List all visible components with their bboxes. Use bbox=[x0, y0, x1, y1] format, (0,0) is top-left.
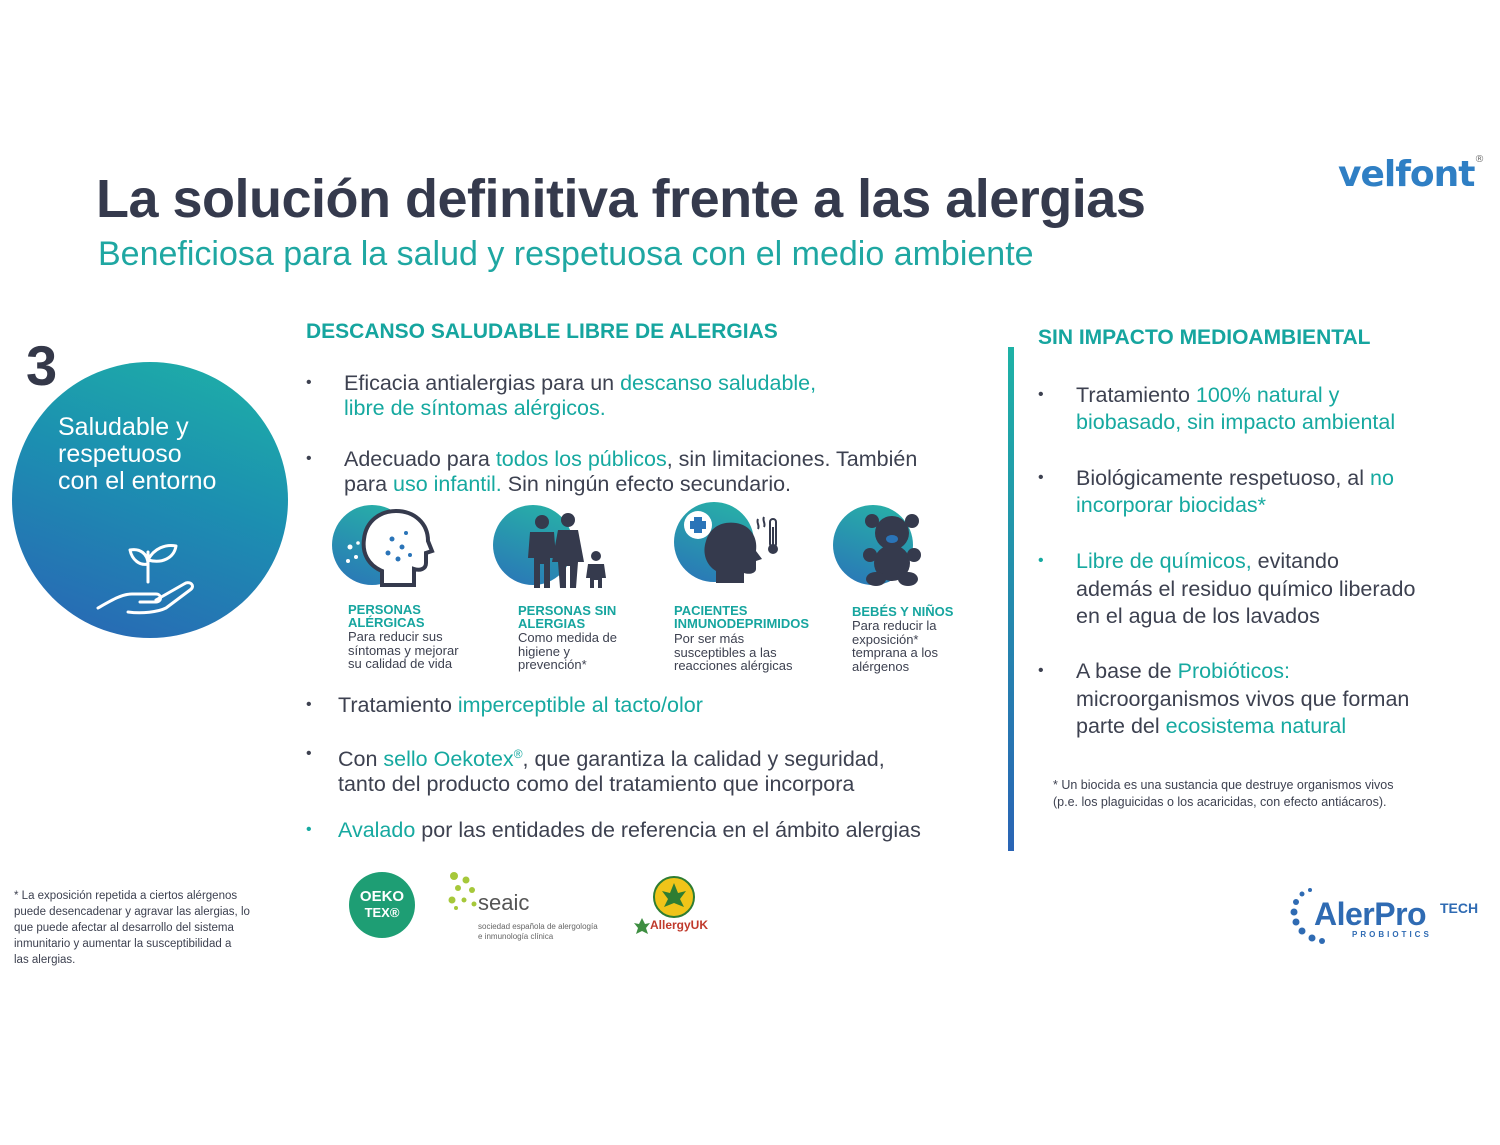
page-title: La solución definitiva frente a las alergias bbox=[96, 169, 1146, 229]
bullet-dot: • bbox=[1038, 552, 1044, 569]
page-subtitle: Beneficiosa para la salud y respetuosa con el medio ambiente bbox=[98, 235, 1034, 273]
allergyuk-logo: AllergyUK bbox=[650, 918, 709, 932]
alerpro-probiotics-label: PROBIOTICS bbox=[1352, 930, 1432, 939]
bullet-natural: Tratamiento 100% natural y biobasado, sin impacto ambiental bbox=[1076, 383, 1396, 434]
section-number: 3 bbox=[26, 334, 58, 397]
family-icon bbox=[522, 512, 608, 588]
allergyuk-leaf-icon bbox=[634, 918, 650, 936]
card-title-immunocompromised: PACIENTES INMUNODEPRIMIDOS bbox=[674, 603, 810, 631]
velfont-logo: velfont® bbox=[1338, 154, 1484, 195]
bullet-dot: • bbox=[306, 374, 312, 391]
bullet-imperceptible: Tratamiento imperceptible al tacto/olor bbox=[338, 693, 703, 717]
alerpro-tech-label: TECH bbox=[1440, 900, 1479, 916]
bullet-efficacy: Eficacia antialergias para un descanso saludable, libre de síntomas alérgicos. bbox=[344, 371, 817, 420]
bullet-dot: • bbox=[306, 450, 312, 467]
bullet-oekotex: Con sello Oekotex®, que garantiza la calidad y seguridad, tanto del producto como del tratamiento que incorpora bbox=[338, 747, 885, 797]
column-divider bbox=[1008, 347, 1014, 851]
section-badge-label: Saludable y respetuoso con el entorno bbox=[58, 413, 217, 495]
card-desc-babies: Para reducir la exposición* temprana a los alérgenos bbox=[852, 618, 938, 674]
teddy-bear-icon bbox=[862, 513, 922, 587]
bullet-dot: • bbox=[1038, 469, 1044, 486]
allergyuk-seal-icon bbox=[652, 875, 696, 919]
card-desc-allergic: Para reducir sus síntomas y mejorar su calidad de vida bbox=[348, 629, 459, 671]
card-title-nonallergic: PERSONAS SIN ALERGIAS bbox=[518, 603, 617, 631]
seaic-logo: seaic bbox=[478, 890, 530, 915]
seaic-subtitle: sociedad española de alergología e inmunología clínica bbox=[478, 922, 598, 941]
hand-plant-icon bbox=[92, 538, 210, 616]
bullet-dot: • bbox=[306, 745, 312, 762]
bullet-probiotics: A base de Probióticos: microorganismos vivos que forman parte del ecosistema natural bbox=[1076, 659, 1410, 738]
bullet-chemicals: Libre de químicos, evitando además el residuo químico liberado en el agua de los lavados bbox=[1076, 549, 1416, 628]
card-title-babies: BEBÉS Y NIÑOS bbox=[852, 604, 954, 619]
patient-thermometer-icon bbox=[676, 505, 786, 587]
section-heading-rest: DESCANSO SALUDABLE LIBRE DE ALERGIAS bbox=[306, 320, 778, 343]
exposure-footnote: * La exposición repetida a ciertos alérgenos puede desencadenar y agravar las alergias, lo que puede afectar al desarrollo del sistema inmunitario y aumentar la susceptibilidad a las alergias. bbox=[14, 890, 250, 966]
bullet-endorsed: Avalado por las entidades de referencia en el ámbito alergias bbox=[338, 818, 921, 842]
allergic-head-icon bbox=[344, 505, 444, 590]
alerpro-logo: AlerPro bbox=[1314, 896, 1427, 932]
card-desc-immunocompromised: Por ser más susceptibles a las reacciones alérgicas bbox=[674, 631, 793, 673]
bullet-dot: • bbox=[306, 696, 312, 713]
bullet-biocides: Biológicamente respetuoso, al no incorporar biocidas* bbox=[1076, 466, 1394, 517]
biocide-footnote: * Un biocida es una sustancia que destruye organismos vivos (p.e. los plaguicidas o los acaricidas, con efecto antiácaros). bbox=[1053, 778, 1394, 809]
card-title-allergic: PERSONAS ALÉRGICAS bbox=[348, 602, 425, 630]
oekotex-logo: OEKO TEX® bbox=[349, 872, 415, 938]
bullet-dot: • bbox=[306, 821, 312, 838]
seaic-figure-icon bbox=[446, 870, 480, 912]
bullet-audience: Adecuado para todos los públicos, sin limitaciones. También para uso infantil. Sin ningún efecto secundario. bbox=[344, 447, 918, 496]
card-desc-nonallergic: Como medida de higiene y prevención* bbox=[518, 630, 617, 672]
section-heading-environment: SIN IMPACTO MEDIOAMBIENTAL bbox=[1038, 326, 1371, 349]
bullet-dot: • bbox=[1038, 662, 1044, 679]
bullet-dot: • bbox=[1038, 386, 1044, 403]
